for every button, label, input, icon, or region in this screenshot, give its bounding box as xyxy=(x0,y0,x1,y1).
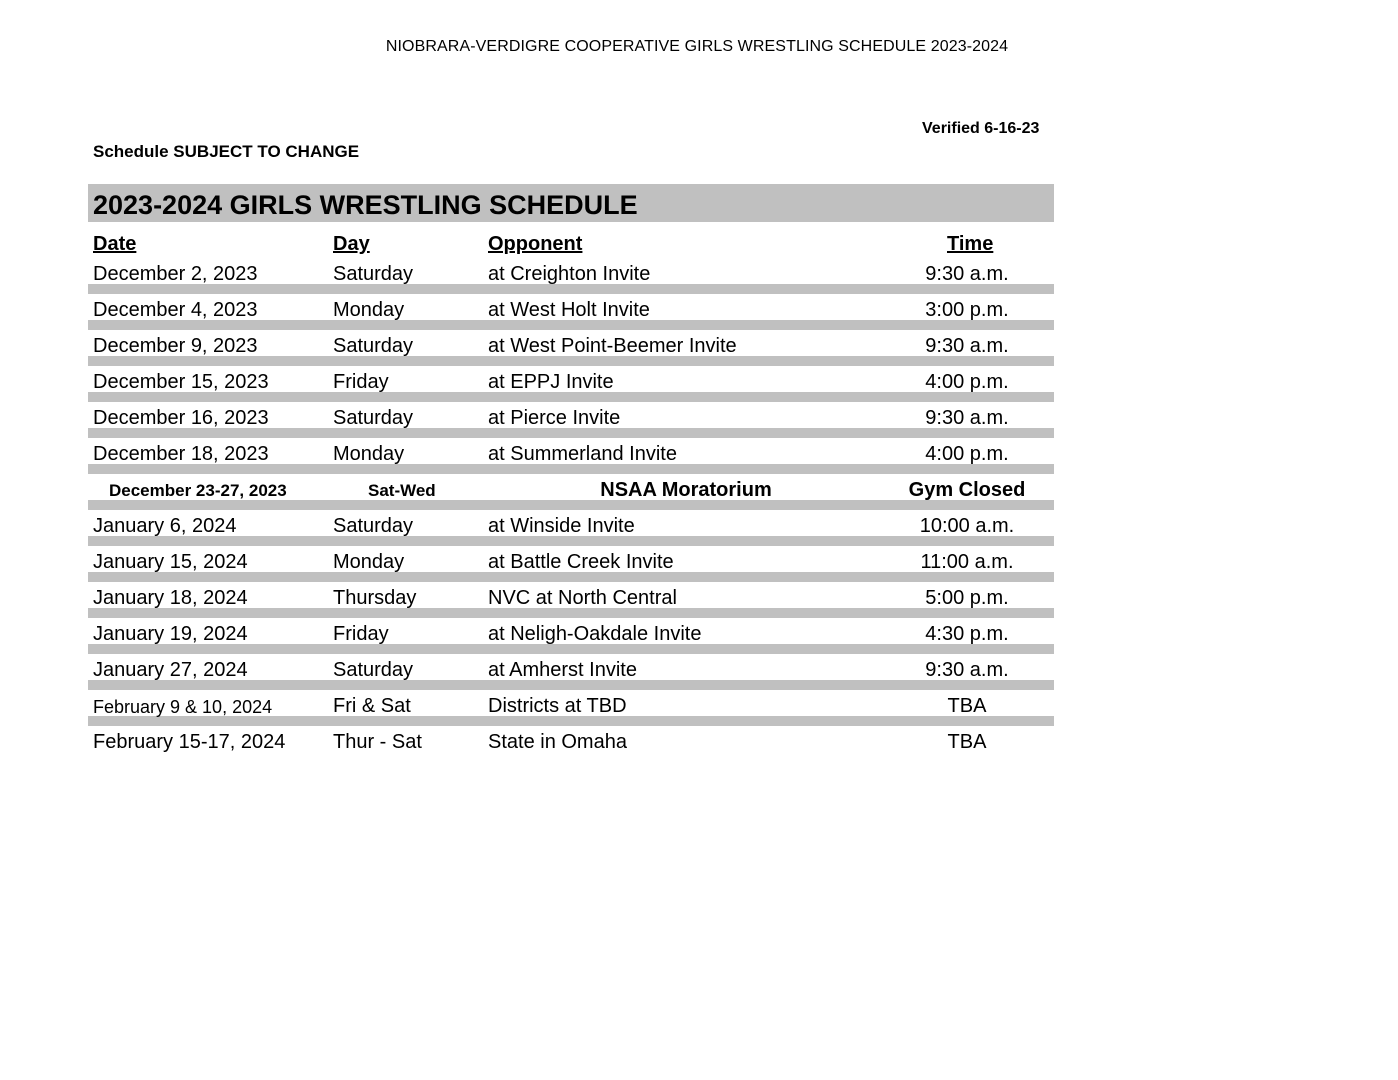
row-opponent-cell: at EPPJ Invite xyxy=(488,371,614,393)
row-opponent-cell: Districts at TBD xyxy=(488,695,627,717)
row-date-cell: December 15, 2023 xyxy=(93,371,269,393)
row-day-cell: Fri & Sat xyxy=(333,695,411,717)
row-time-cell: 9:30 a.m. xyxy=(925,263,1009,285)
column-header-row xyxy=(88,222,1054,258)
row-day-cell: Monday xyxy=(333,299,405,321)
row-date-cell: January 19, 2024 xyxy=(93,623,248,645)
row-opponent-cell: at Neligh-Oakdale Invite xyxy=(488,623,702,645)
row-date-cell: February 9 & 10, 2024 xyxy=(93,697,273,717)
column-header-day: Day xyxy=(333,233,370,255)
row-opponent-cell: at Amherst Invite xyxy=(488,659,637,681)
table-row xyxy=(88,402,1054,428)
table-row xyxy=(88,690,1054,716)
table-row xyxy=(88,654,1054,680)
row-opponent-cell: NSAA Moratorium xyxy=(600,479,772,501)
row-day-cell: Monday xyxy=(333,443,405,465)
row-date-cell: February 15-17, 2024 xyxy=(93,731,286,753)
row-date-cell: December 2, 2023 xyxy=(93,263,258,285)
row-time-cell: 9:30 a.m. xyxy=(925,407,1009,429)
row-date-cell: December 4, 2023 xyxy=(93,299,258,321)
row-date-cell: December 16, 2023 xyxy=(93,407,269,429)
column-header-opponent: Opponent xyxy=(488,233,583,255)
column-header-time: Time xyxy=(947,233,994,255)
row-time-cell: Gym Closed xyxy=(908,479,1026,501)
row-day-cell: Monday xyxy=(333,551,405,573)
row-date-cell: January 18, 2024 xyxy=(93,587,248,609)
schedule-rows xyxy=(88,258,1054,752)
row-day-cell: Saturday xyxy=(333,659,414,681)
table-row xyxy=(88,438,1054,464)
row-time-cell: TBA xyxy=(947,695,987,717)
verified-date: Verified 6-16-23 xyxy=(922,120,1040,137)
row-date-cell: January 6, 2024 xyxy=(93,515,237,537)
row-opponent-cell: at Winside Invite xyxy=(488,515,635,537)
row-opponent-cell: at West Holt Invite xyxy=(488,299,650,321)
table-row xyxy=(88,618,1054,644)
row-opponent-cell: NVC at North Central xyxy=(488,587,677,609)
row-opponent-cell: at Pierce Invite xyxy=(488,407,621,429)
row-time-cell: 9:30 a.m. xyxy=(925,335,1009,357)
table-row xyxy=(88,294,1054,320)
row-day-cell: Saturday xyxy=(333,407,414,429)
table-row xyxy=(88,258,1054,284)
row-date-cell: January 27, 2024 xyxy=(93,659,248,681)
row-day-cell: Saturday xyxy=(333,335,414,357)
row-opponent-cell: State in Omaha xyxy=(488,731,627,753)
schedule-banner-title: 2023-2024 GIRLS WRESTLING SCHEDULE xyxy=(93,190,638,220)
row-time-cell: 10:00 a.m. xyxy=(919,515,1015,537)
row-day-cell: Thur - Sat xyxy=(333,731,422,753)
row-time-cell: 5:00 p.m. xyxy=(925,587,1009,609)
row-time-cell: 4:00 p.m. xyxy=(925,371,1009,393)
schedule-subject-note: Schedule SUBJECT TO CHANGE xyxy=(93,142,360,161)
column-header-date: Date xyxy=(93,233,137,255)
row-day-cell: Saturday xyxy=(333,263,414,285)
table-row xyxy=(88,366,1054,392)
row-time-cell: 4:00 p.m. xyxy=(925,443,1009,465)
table-row xyxy=(88,510,1054,536)
row-date-cell: December 23-27, 2023 xyxy=(109,481,287,500)
table-row xyxy=(88,330,1054,356)
row-day-cell: Friday xyxy=(333,623,389,645)
document-title: NIOBRARA-VERDIGRE COOPERATIVE GIRLS WRESTLING SCHEDULE 2023-2024 xyxy=(385,38,1009,55)
row-time-cell: 9:30 a.m. xyxy=(925,659,1009,681)
table-row xyxy=(88,546,1054,572)
row-day-cell: Sat-Wed xyxy=(368,481,436,500)
row-date-cell: January 15, 2024 xyxy=(93,551,248,573)
schedule-banner xyxy=(88,184,1054,222)
table-row xyxy=(88,582,1054,608)
row-time-cell: TBA xyxy=(947,731,987,753)
row-opponent-cell: at Battle Creek Invite xyxy=(488,551,674,573)
schedule-table xyxy=(88,184,1054,752)
row-date-cell: December 18, 2023 xyxy=(93,443,269,465)
row-opponent-cell: at West Point-Beemer Invite xyxy=(488,335,737,357)
row-opponent-cell: at Summerland Invite xyxy=(488,443,677,465)
row-day-cell: Saturday xyxy=(333,515,414,537)
table-row xyxy=(88,726,1054,752)
row-time-cell: 4:30 p.m. xyxy=(925,623,1009,645)
row-day-cell: Friday xyxy=(333,371,389,393)
row-date-cell: December 9, 2023 xyxy=(93,335,258,357)
row-time-cell: 3:00 p.m. xyxy=(925,299,1009,321)
row-opponent-cell: at Creighton Invite xyxy=(488,263,651,285)
row-day-cell: Thursday xyxy=(333,587,417,609)
table-row xyxy=(88,474,1054,500)
row-time-cell: 11:00 a.m. xyxy=(920,551,1014,573)
